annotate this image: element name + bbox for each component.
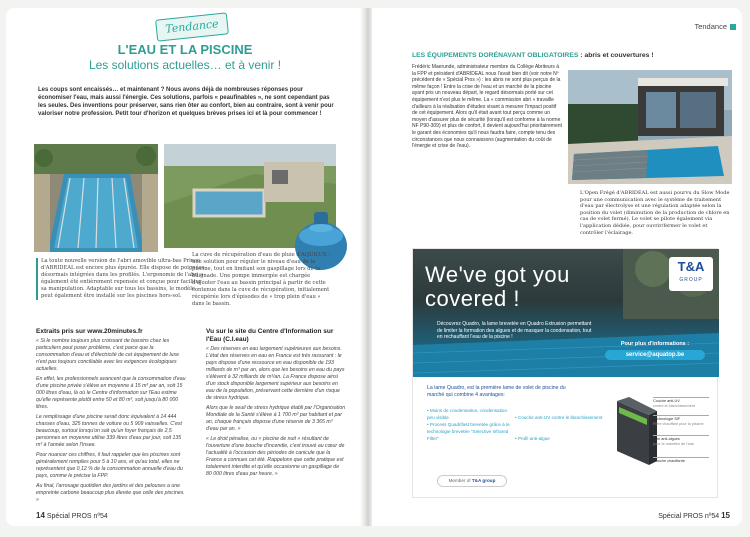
ad-bullet: • Moins de condensation, condensation peu visible bbox=[427, 408, 508, 420]
section-title-rest: : abris et couvertures ! bbox=[578, 52, 654, 59]
pool-cover-photo bbox=[568, 70, 732, 184]
section2-body bbox=[206, 346, 346, 481]
member-label: Member of bbox=[448, 478, 471, 483]
advertisement bbox=[412, 248, 718, 498]
ad-bullets bbox=[427, 407, 607, 442]
tendance-tag-right: Tendance bbox=[694, 22, 736, 31]
left-folio bbox=[36, 511, 108, 520]
section1-paragraph: « Si le nombre toujours plus croissant de bassins chez les particuliers peut poser problème, c'est parce que la consommation d'eau et d'électricité de cet équipement de luxe n'est pas toujours conciliable avec les exigences écologiques actuelles. bbox=[36, 338, 179, 372]
legend-item bbox=[653, 457, 709, 464]
ta-group-logo bbox=[669, 257, 713, 291]
section2-heading: Vu sur le site du Centre d'Information sur l'Eau (C.I.eau) bbox=[206, 328, 334, 343]
ad-bullet: • Couche anti-UV contre le blanchissement bbox=[515, 415, 603, 420]
article-subtitle: Les solutions actuelles… et à venir ! bbox=[88, 58, 282, 72]
member-brand: T&A group bbox=[471, 478, 496, 483]
legend-sub: Filtre chauffant pour la piscine bbox=[653, 422, 704, 426]
section2-paragraph: « Des réserves en eau largement supérieures aux besoins. L'état des réserves en eau en France est très rassurant : le pays dispose d'une ressource en eau disponible de 193 milliards de m³ par an, alors que les besoins en eau du pays s'élèvent à 32 milliards de m³/an. La France dispose ainsi d'un stock disponible largement supérieur aux besoins en eau de la population, préservant cette dernière d'un risque de stress hydrique. bbox=[206, 346, 345, 401]
legend-title: Film anti-algues bbox=[653, 437, 680, 441]
pool-enclosure-photo bbox=[34, 144, 158, 252]
member-badge bbox=[437, 475, 507, 487]
ad-email: service@aquatop.be bbox=[605, 350, 705, 360]
left-page bbox=[6, 8, 364, 526]
ad-lower-text: La lame Quadro, est la première lame de volet de piscine du marché qui combine 4 avantages: bbox=[427, 385, 566, 398]
legend-item bbox=[653, 397, 709, 409]
legend-title: Couche chauffante bbox=[653, 459, 685, 463]
legend-item bbox=[653, 435, 709, 447]
tendance-tag-left: Tendance bbox=[155, 12, 229, 41]
section-title bbox=[412, 52, 654, 59]
legend-item bbox=[653, 415, 709, 427]
legend-sub: pour le maintien de l'eau bbox=[653, 442, 695, 446]
right-folio bbox=[658, 511, 730, 520]
section2-paragraph: Alors que le seuil de stress hydrique établi par l'Organisation Mondiale de la Santé s'élève à 1 700 m³ par habitant et par an, chaque français dispose d'une réserve de 3 365 m³ d'eau par an. » bbox=[206, 405, 346, 432]
ad-banner bbox=[413, 249, 719, 377]
logo-main: T&A bbox=[677, 259, 705, 274]
section-title-highlight: LES ÉQUIPEMENTS DORÉNAVANT OBLIGATOIRES bbox=[412, 52, 579, 59]
section1-paragraph: Le remplissage d'une piscine serait donc équivalent à 14 444 chasses d'eau, 325 tonnes de voiture ou 5 909 vaisselles. C'est beaucoup, surtout lorsqu'on sait qu'un foyer français de 2,5 personnes en moyenne utilise 339 litres d'eau par jour, soit 135 m³ à l'année selon l'Insee. bbox=[36, 414, 182, 448]
legend-sub: contre le blanchissement bbox=[653, 404, 695, 408]
ad-contact bbox=[605, 341, 705, 360]
ad-bullet: • Profil anti-algue bbox=[515, 436, 550, 441]
article-intro: Les coups sont encaissés… et maintenant ? Nous avons déjà de nombreuses réponses pour économiser l'eau, mais aussi l'énergie. Ces solutions, parfois « peaufinables », ne sont cependant pas les seules. Des inventions pour préserver, sans rien ôter au confort, bien au contraire, sont à venir pour valoriser notre profession. Petit tour d'horizon et quelques brèves prises ici et là pour commencer ! bbox=[38, 87, 334, 117]
folio-label: Spécial PROS nº54 bbox=[46, 513, 108, 520]
ad-headline-line2: covered ! bbox=[425, 286, 520, 311]
page-number: 15 bbox=[721, 511, 730, 520]
section1-heading: Extraits pris sur www.20minutes.fr bbox=[36, 328, 143, 335]
slat-profile-image bbox=[609, 395, 659, 475]
article-title: L'EAU ET LA PISCINE bbox=[117, 42, 253, 57]
section1-body bbox=[36, 338, 186, 507]
ad-headline-line1: We've got you bbox=[425, 262, 570, 287]
right-page bbox=[372, 8, 742, 526]
caption-cuve: La cuve de récupération d'eau de pluie d'AQUILUS : une solution pour réguler le niveau d'eau de la piscine, tout en limitant son gaspillage lors de la baignade. Une pompe immergée est chargée d'ajouter l'eau au bassin principal à partir de cette contenue dans la cuve de récupération, initialement récupérée lors d'épisodes de « trop plein d'eau » dans le bassin. bbox=[192, 252, 331, 307]
logo-sub: GROUP bbox=[679, 277, 703, 283]
ad-body: Découvrez Quadro, la lame brevetée en Quadro Extrusion permettant de limiter la formation des algues et de masquer la condensation, tout en rechauffant l'eau de la piscine ! bbox=[437, 321, 592, 340]
section-body: Frédéric Maerunde, administrateur membre du Collège Abriteurs à la FPP et président d'ABRIDEAL nous l'avait bien dit (voir notre Nº précédent de « Spécial Pros ») : les abris ne sont plus perçus de la même façon ! Entre la crise de l'eau et un marché de la piscine ayant pris un nouveau départ, le regard désormais porté sur cet équipement n'est plus le même. La « commission abri » travaille d'ailleurs à la réalisation d'études visant à mesurer l'impact positif de cet équipement. Alors qu'il était avant tout perçu comme un moyen d'assurer plus de sécurité (lorsqu'il est conforme à la norme NF P90-309) et plus de confort, il devient aujourd'hui prioritairement le garant des économies qu'il nous faudra faire, compte tenu des circonstances que nous connaissons (augmentation du coût de l'énergie et crise de l'eau). bbox=[412, 64, 562, 150]
section2-paragraph: « Le droit pénalise, ou « piscine de nuit » résultant de l'ouverture d'une bouche d'incendie, c'est trouvé au cœur de l'actualité à l'occasion des périodes de canicule que la France a connues cet été. Rappelons que cette pratique est totalement interdite et qu'elle occasionne un gaspillage de 80 000 litres d'eau par heure. » bbox=[206, 436, 345, 477]
ad-info-label: Pour plus d'informations : bbox=[620, 341, 690, 347]
ad-bullet: • Process Quadrifast brevetée grâce à la technologie brevetée "Selective Infrared Filter" bbox=[427, 422, 510, 441]
section1-paragraph: Au final, l'arrosage quotidien des jardins et des pelouses a une empreinte carbone beaucoup plus élevée que celle des piscines. » bbox=[36, 483, 185, 503]
section1-paragraph: En effet, les professionnels avancent que la consommation d'eau d'une piscine privée s'élève en moyenne à 15 m³ par an, soit 15 000 litres d'eau, là où le Centre d'information sur l'Eau estime qu'elle représente plutôt entre 50 et 80 m³, soit jusqu'à 80 000 litres. bbox=[36, 376, 186, 410]
page-number: 14 bbox=[36, 511, 45, 520]
legend-title: Technologie SIF bbox=[653, 417, 681, 421]
ad-headline bbox=[425, 263, 570, 311]
section1-paragraph: Pour nuancer ces chiffres, il faut rappeler que les piscines sont généralement remplies pour 5 à 10 ans, et qu'au total, elles ne représentent que 0,12 % de la consommation annuelle d'eau du pays, comme le précise la FPP. bbox=[36, 452, 183, 479]
folio-label: Spécial PROS nº54 bbox=[658, 513, 720, 520]
caption-abri: La toute nouvelle version de l'abri amovible ultra-bas Prince d'ABRIDEAL est encore plus épurée. Elle dispose de poignées désormais intégrées dans les profilés. L'ergonomie de l'abri a également été entièrement repensée et conçue pour faciliter sa manipulation. Adaptable sur tous les bassins, le modèle peut également être installé sur les piscines hors-sol. bbox=[36, 258, 206, 300]
legend-title: Couche anti-UV bbox=[653, 399, 680, 403]
photo-caption: L'Open Frégé d'ABRIDEAL est aussi pourvu du Slow Mode pour une communication avec le système de traitement d'eau par électrolyse et une régulation adaptée selon la position du volet (diminution de la production de chlore en cas de volet fermé). Le volet se pilote également via l'application dédiée, pour ouvrir/fermer le volet et contrôler l'éclairage. bbox=[580, 190, 730, 236]
